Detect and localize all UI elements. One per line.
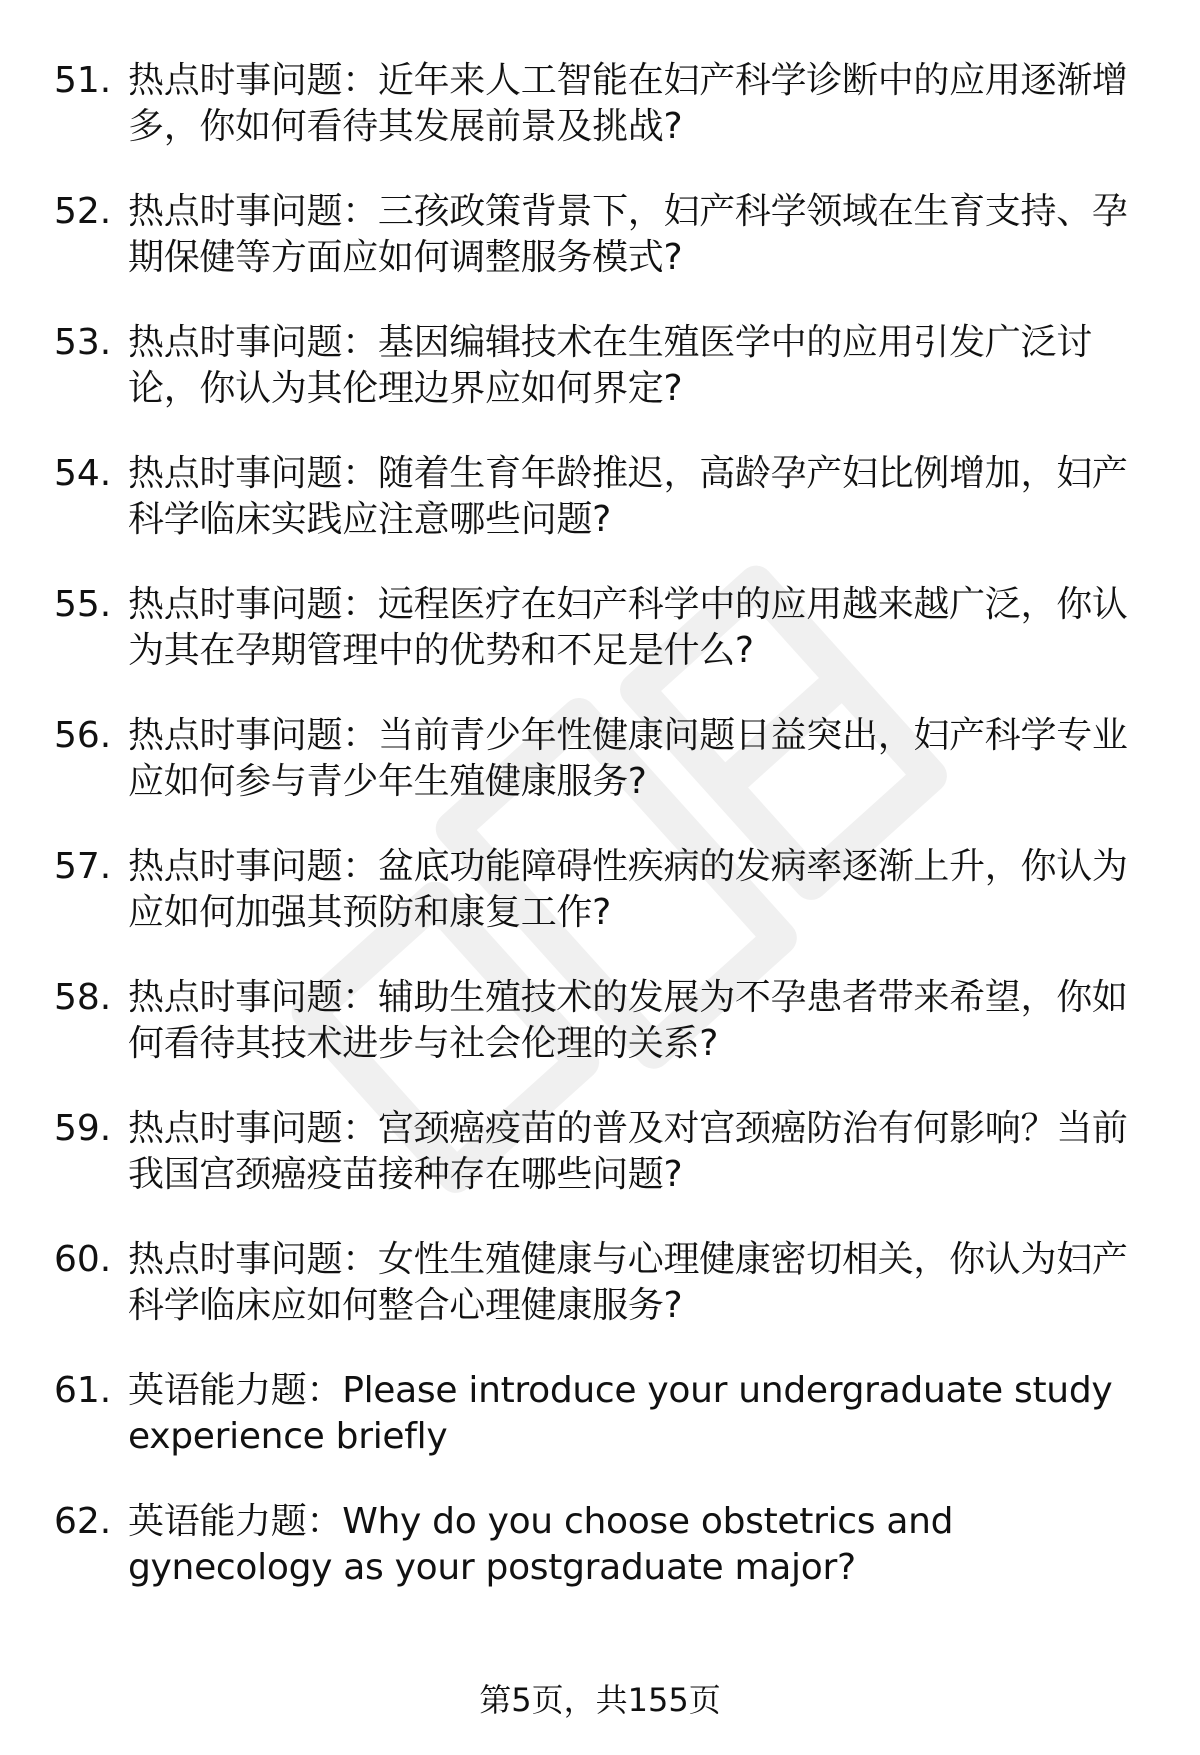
question-number: 55. <box>54 584 112 625</box>
question-number: 56. <box>54 715 112 756</box>
question-item <box>0 58 1200 189</box>
question-text: 热点时事问题：三孩政策背景下，妇产科学领域在生育支持、孕期保健等方面应如何调整服务模式? <box>128 191 1128 278</box>
question-item <box>0 844 1200 975</box>
question-item <box>0 1237 1200 1368</box>
question-text: 英语能力题：Please introduce your undergraduate study experience briefly <box>128 1370 1113 1457</box>
question-number: 51. <box>54 60 112 101</box>
question-item <box>0 451 1200 582</box>
question-text: 热点时事问题：辅助生殖技术的发展为不孕患者带来希望，你如何看待其技术进步与社会伦理的关系? <box>128 977 1128 1064</box>
question-text: 热点时事问题：随着生育年龄推迟，高龄孕产妇比例增加，妇产科学临床实践应注意哪些问题? <box>128 453 1128 540</box>
question-number: 60. <box>54 1239 112 1280</box>
question-item <box>0 189 1200 320</box>
question-item <box>0 582 1200 713</box>
question-text: 热点时事问题：盆底功能障碍性疾病的发病率逐渐上升，你认为应如何加强其预防和康复工作? <box>128 846 1128 933</box>
question-text: 热点时事问题：基因编辑技术在生殖医学中的应用引发广泛讨论，你认为其伦理边界应如何界定? <box>128 322 1092 409</box>
question-text: 热点时事问题：宫颈癌疫苗的普及对宫颈癌防治有何影响？当前我国宫颈癌疫苗接种存在哪些问题? <box>128 1108 1128 1195</box>
question-item <box>0 1106 1200 1237</box>
question-number: 62. <box>54 1501 112 1542</box>
question-text: 热点时事问题：近年来人工智能在妇产科学诊断中的应用逐渐增多，你如何看待其发展前景及挑战? <box>128 60 1128 147</box>
question-text: 热点时事问题：当前青少年性健康问题日益突出，妇产科学专业应如何参与青少年生殖健康服务? <box>128 715 1128 802</box>
question-item <box>0 1368 1200 1499</box>
question-number: 61. <box>54 1370 112 1411</box>
question-number: 52. <box>54 191 112 232</box>
question-number: 59. <box>54 1108 112 1149</box>
question-item <box>0 1499 1200 1630</box>
question-number: 53. <box>54 322 112 363</box>
question-text: 热点时事问题：远程医疗在妇产科学中的应用越来越广泛，你认为其在孕期管理中的优势和不足是什么? <box>128 584 1128 671</box>
question-number: 54. <box>54 453 112 494</box>
question-text: 热点时事问题：女性生殖健康与心理健康密切相关，你认为妇产科学临床应如何整合心理健康服务? <box>128 1239 1128 1326</box>
question-number: 58. <box>54 977 112 1018</box>
question-number: 57. <box>54 846 112 887</box>
question-item <box>0 320 1200 451</box>
question-text: 英语能力题：Why do you choose obstetrics and gynecology as your postgraduate major? <box>128 1501 954 1588</box>
question-item <box>0 975 1200 1106</box>
page-number: 第5页，共155页 <box>479 1681 721 1719</box>
question-list <box>0 58 1200 1630</box>
question-item <box>0 713 1200 844</box>
